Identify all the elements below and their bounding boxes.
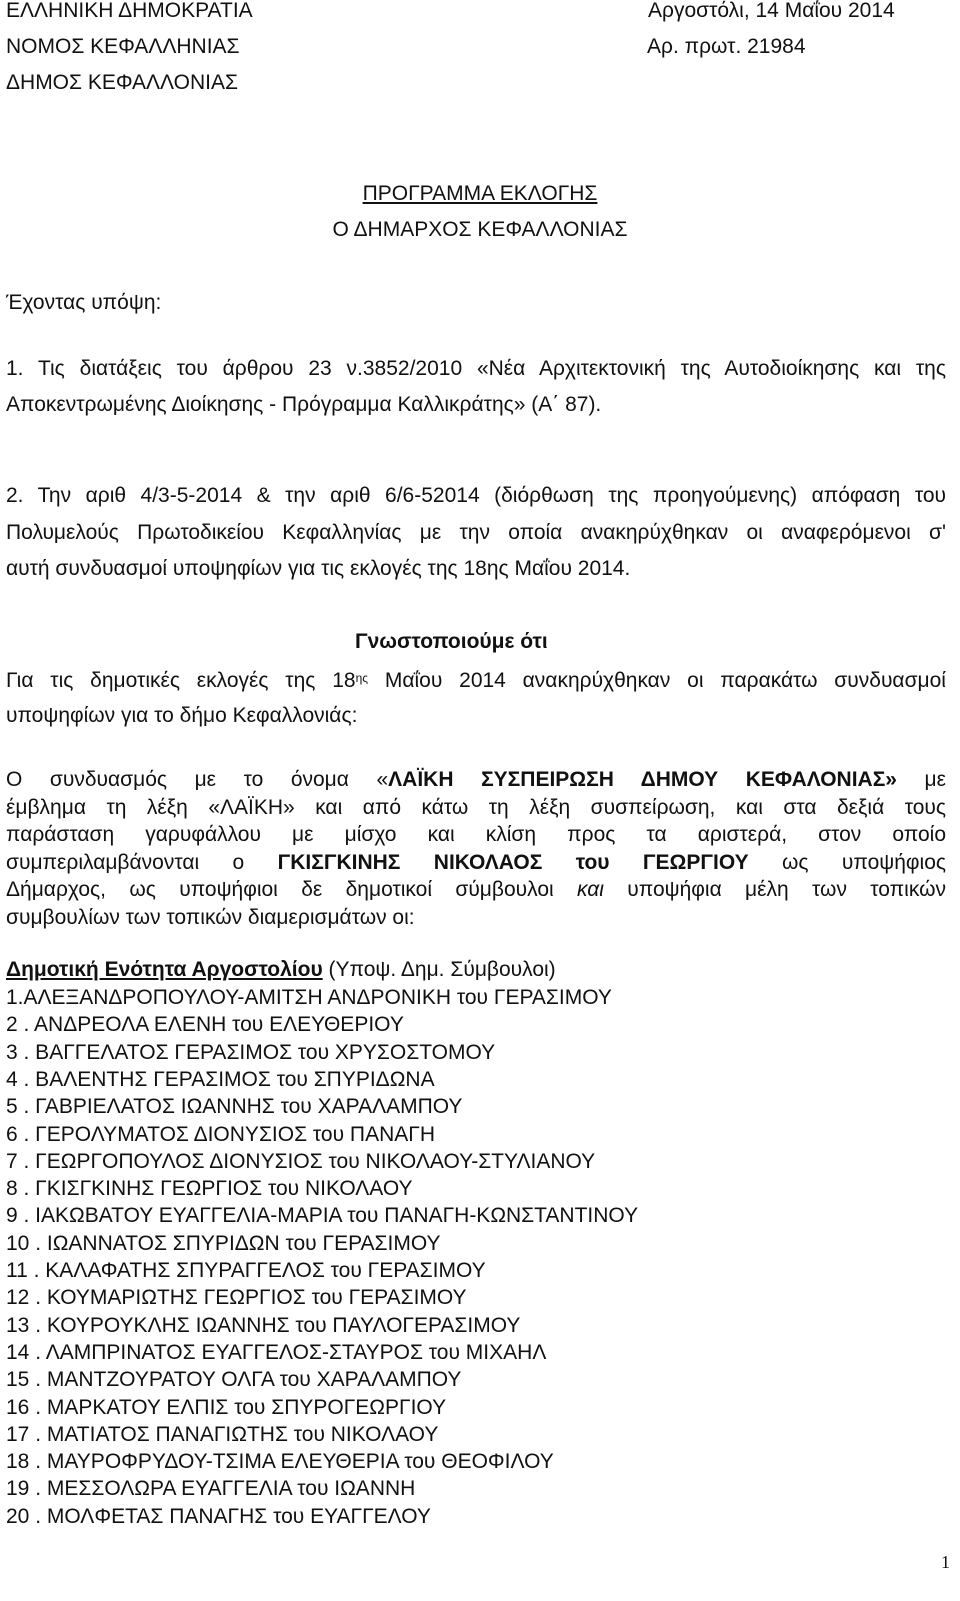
candidate-item: 17 . ΜΑΤΙΑΤΟΣ ΠΑΝΑΓΙΩΤΗΣ του ΝΙΚΟΛΑΟΥ xyxy=(6,1422,439,1446)
intro-line-1: Για τις δημοτικές εκλογές της $18^{\eta\varsigma}$ Μαΐου 2014 ανακηρύχθηκαν οι παρακάτω συνδυασμοί xyxy=(6,669,946,692)
candidate-item: 6 . ΓΕΡΟΛΥΜΑΤΟΣ ΔΙΟΝΥΣΙΟΣ του ΠΑΝΑΓΗ xyxy=(6,1122,435,1146)
header-line-3: ΔΗΜΟΣ ΚΕΦΑΛΛΟΝΙΑΣ xyxy=(6,71,238,94)
candidate-item: 20 . ΜΟΛΦΕΤΑΣ ΠΑΝΑΓΗΣ του ΕΥΑΓΓΕΛΟΥ xyxy=(6,1504,431,1528)
point-2-line-2: Πολυμελούς Πρωτοδικείου Κεφαλληνίας με την οποία ανακηρύχθηκαν οι αναφερόμενοι σ' xyxy=(6,521,946,544)
intro-line-2: υποψηφίων για το δήμο Κεφαλλονιάς: xyxy=(6,704,358,727)
candidate-item: 7 . ΓΕΩΡΓΟΠΟΥΛΟΣ ΔΙΟΝΥΣΙΟΣ του ΝΙΚΟΛΑΟΥ-ΣΤΥΛΙΑΝΟΥ xyxy=(6,1149,596,1173)
candidate-item: 2 . ΑΝΔΡΕΟΛΑ ΕΛΕΝΗ του ΕΛΕΥΘΕΡΙΟΥ xyxy=(6,1013,404,1037)
candidate-item: 9 . ΙΑΚΩΒΑΤΟΥ ΕΥΑΓΓΕΛΙΑ-ΜΑΡΙΑ του ΠΑΝΑΓΗ-ΚΩΝΣΤΑΝΤΙΝΟΥ xyxy=(6,1204,639,1228)
candidate-item: 19 . ΜΕΣΣΟΛΩΡΑ ΕΥΑΓΓΕΛΙΑ του ΙΩΑΝΝΗ xyxy=(6,1477,416,1501)
candidate-item: 14 . ΛΑΜΠΡΙΝΑΤΟΣ ΕΥΑΓΓΕΛΟΣ-ΣΤΑΥΡΟΣ του ΜΙΧΑΗΛ xyxy=(6,1340,547,1364)
point-1-line-1: 1. Τις διατάξεις του άρθρου 23 ν.3852/2010 «Νέα Αρχιτεκτονική της Αυτοδιοίκησης και της xyxy=(6,357,946,380)
document-subtitle: Ο ΔΗΜΑΡΧΟΣ ΚΕΦΑΛΛΟΝΙΑΣ xyxy=(332,218,628,241)
candidate-item: 13 . ΚΟΥΡΟΥΚΛΗΣ ΙΩΑΝΝΗΣ του ΠΑΥΛΟΓΕΡΑΣΙΜΟΥ xyxy=(6,1313,521,1337)
point-2-line-1: 2. Την αριθ 4/3-5-2014 & την αριθ 6/6-52014 (διόρθωση της προηγούμενης) απόφαση του xyxy=(6,484,946,507)
page-number: 1 xyxy=(941,1552,950,1572)
protocol-number: Αρ. πρωτ. 21984 xyxy=(647,35,806,58)
candidate-item: 11 . ΚΑΛΑΦΑΤΗΣ ΣΠΥΡΑΓΓΕΛΟΣ του ΓΕΡΑΣΙΜΟΥ xyxy=(6,1259,486,1282)
candidate-item: 12 . ΚΟΥΜΑΡΙΩΤΗΣ ΓΕΩΡΓΙΟΣ του ΓΕΡΑΣΙΜΟΥ xyxy=(6,1286,467,1310)
header-line-2: ΝΟΜΟΣ ΚΕΦΑΛΛΗΝΙΑΣ xyxy=(6,35,240,58)
candidate-item: 10 . ΙΩΑΝΝΑΤΟΣ ΣΠΥΡΙΔΩΝ του ΓΕΡΑΣΙΜΟΥ xyxy=(6,1231,441,1255)
announcement-heading: Γνωστοποιούμε ότι xyxy=(355,630,548,653)
candidate-item: 15 . ΜΑΝΤΖΟΥΡΑΤΟΥ ΟΛΓΑ του ΧΑΡΑΛΑΜΠΟΥ xyxy=(6,1368,462,1392)
municipal-unit-heading: Δημοτική Ενότητα Αργοστολίου (Υποψ. Δημ. Σύμβουλοι) xyxy=(6,958,556,981)
candidate-item: 5 . ΓΑΒΡΙΕΛΑΤΟΣ ΙΩΑΝΝΗΣ του ΧΑΡΑΛΑΜΠΟΥ xyxy=(6,1095,463,1119)
candidate-item: 18 . ΜΑΥΡΟΦΡΥΔΟΥ-ΤΣΙΜΑ ΕΛΕΥΘΕΡΙΑ του ΘΕΟΦΙΛΟΥ xyxy=(6,1450,554,1474)
header-line-1: ΕΛΛΗΝΙΚΗ ΔΗΜΟΚΡΑΤΙΑ xyxy=(6,0,253,22)
combo-line-3: παράσταση γαρυφάλλου με μίσχο και κλίση προς τα αριστερά, στον οποίο xyxy=(6,823,946,846)
document-title: ΠΡΟΓΡΑΜΜΑ ΕΚΛΟΓΗΣ xyxy=(362,182,598,205)
combo-line-1: Ο συνδυασμός με το όνομα «ΛΑΪΚΗ ΣΥΣΠΕΙΡΩΣΗ ΔΗΜΟΥ ΚΕΦΑΛΟΝΙΑΣ» με xyxy=(6,768,947,791)
candidate-item: 3 . ΒΑΓΓΕΛΑΤΟΣ ΓΕΡΑΣΙΜΟΣ του ΧΡΥΣΟΣΤΟΜΟΥ xyxy=(6,1040,496,1064)
candidate-item: 1.ΑΛΕΞΑΝΔΡΟΠΟΥΛΟΥ-ΑΜΙΤΣΗ ΑΝΔΡΟΝΙΚΗ του ΓΕΡΑΣΙΜΟΥ xyxy=(6,986,612,1009)
considering-heading: Έχοντας υπόψη: xyxy=(6,291,162,314)
combo-line-5: Δήμαρχος, ως υποψήφιοι δε δημοτικοί σύμβουλοι και υποψήφια μέλη των τοπικών xyxy=(6,878,946,901)
document-date: Αργοστόλι, 14 Μαΐου 2014 xyxy=(648,0,895,22)
point-1-line-2: Αποκεντρωμένης Διοίκησης - Πρόγραμμα Καλλικράτης» (Α΄ 87). xyxy=(6,393,602,416)
combo-line-2: έμβλημα τη λέξη «ΛΑΪΚΗ» και από κάτω τη λέξη συσπείρωση, και στα δεξιά τους xyxy=(6,796,946,819)
candidate-item: 16 . ΜΑΡΚΑΤΟΥ ΕΛΠΙΣ του ΣΠΥΡΟΓΕΩΡΓΙΟΥ xyxy=(6,1395,447,1419)
combo-line-6: συμβουλίων των τοπικών διαμερισμάτων οι: xyxy=(6,906,415,929)
candidate-item: 4 . ΒΑΛΕΝΤΗΣ ΓΕΡΑΣΙΜΟΣ του ΣΠΥΡΙΔΩΝΑ xyxy=(6,1067,435,1091)
candidate-item: 8 . ΓΚΙΣΓΚΙΝΗΣ ΓΕΩΡΓΙΟΣ του ΝΙΚΟΛΑΟΥ xyxy=(6,1177,413,1201)
point-2-line-3: αυτή συνδυασμοί υποψηφίων για τις εκλογές της 18ης Μαΐου 2014. xyxy=(6,557,631,580)
combo-line-4: συμπεριλαμβάνονται ο ΓΚΙΣΓΚΙΝΗΣ ΝΙΚΟΛΑΟΣ του ΓΕΩΡΓΙΟΥ ως υποψήφιος xyxy=(6,851,946,874)
